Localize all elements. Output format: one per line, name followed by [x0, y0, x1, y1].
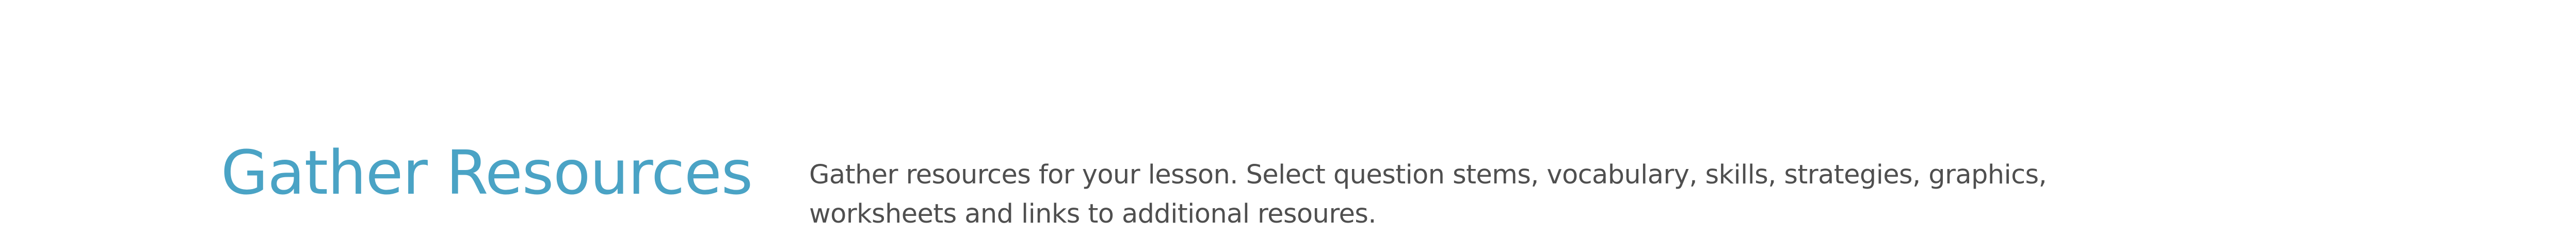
section-description: Gather resources for your lesson. Select question stems, vocabulary, skills, strategies, graphics, worksheets and links to additional resoures.: [809, 160, 2047, 229]
page-title: Gather Resources: [221, 137, 753, 208]
